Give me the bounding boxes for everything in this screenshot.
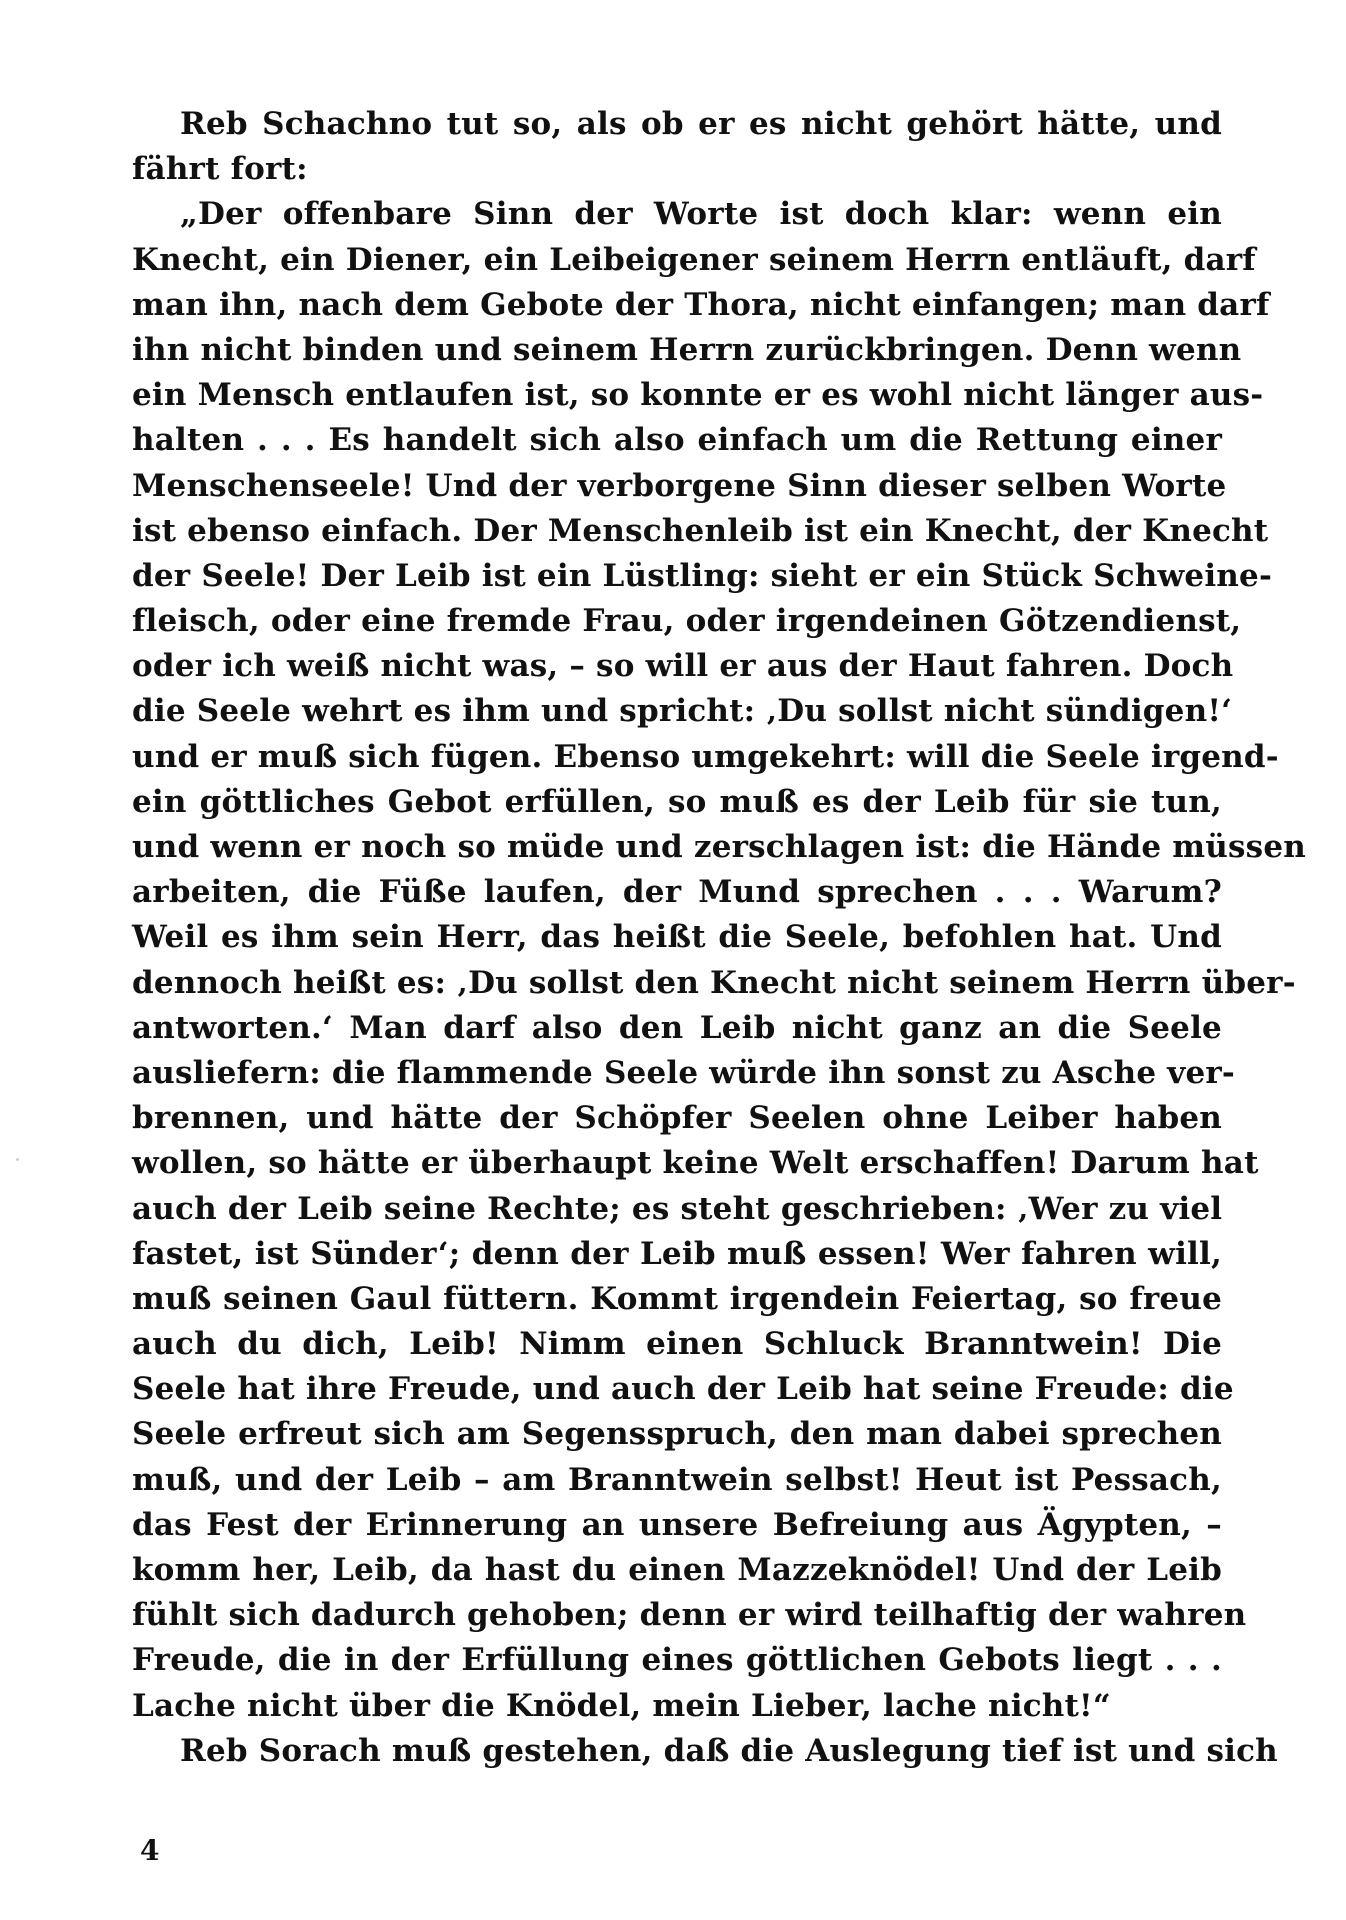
text-line-29: Seele hat ihre Freude, und auch der Leib hat seine Freude: die <box>132 1371 1234 1408</box>
text-line-22: ausliefern: die flammende Seele würde ihn sonst zu Asche ver- <box>132 1054 1235 1091</box>
text-line-2: fährt fort: <box>132 151 308 188</box>
text-line-36: Lache nicht über die Knödel, mein Lieber, lache nicht!“ <box>132 1687 1111 1724</box>
text-line-30: Seele erfreut sich am Segensspruch, den man dabei sprechen <box>132 1416 1222 1453</box>
margin-speck <box>16 1158 19 1161</box>
text-line-32: das Fest der Erinnerung an unsere Befreiung aus Ägypten, – <box>132 1506 1222 1543</box>
text-line-24: wollen, so hätte er überhaupt keine Welt erschaffen! Darum hat <box>132 1145 1259 1182</box>
text-line-5: man ihn, nach dem Gebote der Thora, nicht einfangen; man darf <box>132 286 1270 323</box>
text-line-10: ist ebenso einfach. Der Menschenleib ist ein Knecht, der Knecht <box>132 512 1269 549</box>
text-line-3: „Der offenbare Sinn der Worte ist doch klar: wenn ein <box>180 196 1222 233</box>
text-line-31: muß, und der Leib – am Branntwein selbst! Heut ist Pessach, <box>132 1461 1222 1498</box>
text-line-4: Knecht, ein Diener, ein Leibeigener seinem Herrn entläuft, darf <box>132 241 1256 278</box>
text-line-20: dennoch heißt es: ‚Du sollst den Knecht nicht seinem Herrn über- <box>132 964 1296 1001</box>
text-line-37: Reb Sorach muß gestehen, daß die Auslegung tief ist und sich <box>180 1732 1278 1769</box>
text-line-15: und er muß sich fügen. Ebenso umgekehrt: will die Seele irgend- <box>132 738 1279 775</box>
text-line-34: fühlt sich dadurch gehoben; denn er wird teilhaftig der wahren <box>132 1597 1247 1634</box>
text-line-17: und wenn er noch so müde und zerschlagen ist: die Hände müssen <box>132 829 1306 865</box>
text-line-14: die Seele wehrt es ihm und spricht: ‚Du sollst nicht sündigen!‘ <box>132 693 1233 730</box>
text-line-1: Reb Schachno tut so, als ob er es nicht gehört hätte, und <box>180 106 1222 142</box>
text-line-13: oder ich weiß nicht was, – so will er aus der Haut fahren. Doch <box>132 648 1234 685</box>
text-line-25: auch der Leib seine Rechte; es steht geschrieben: ‚Wer zu viel <box>132 1190 1223 1227</box>
text-line-16: ein göttliches Gebot erfüllen, so muß es der Leib für sie tun, <box>132 783 1222 820</box>
text-line-18: arbeiten, die Füße laufen, der Mund sprechen . . . Warum? <box>132 874 1222 911</box>
text-line-21: antworten.‘ Man darf also den Leib nicht ganz an die Seele <box>132 1009 1222 1046</box>
text-line-23: brennen, und hätte der Schöpfer Seelen ohne Leiber haben <box>132 1100 1222 1137</box>
text-line-7: ein Mensch entlaufen ist, so konnte er es wohl nicht länger aus- <box>132 377 1264 414</box>
text-line-35: Freude, die in der Erfüllung eines göttlichen Gebots liegt . . . <box>132 1642 1222 1679</box>
text-line-8: halten . . . Es handelt sich also einfach um die Rettung einer <box>132 422 1222 459</box>
body-text <box>132 102 1306 1774</box>
text-line-6: ihn nicht binden und seinem Herrn zurückbringen. Denn wenn <box>132 331 1242 368</box>
text-line-33: komm her, Leib, da hast du einen Mazzeknödel! Und der Leib <box>132 1552 1222 1588</box>
text-line-9: Menschenseele! Und der verborgene Sinn dieser selben Worte <box>132 467 1227 504</box>
page-number: 4 <box>140 1834 160 1867</box>
text-line-27: muß seinen Gaul füttern. Kommt irgendein Feiertag, so freue <box>132 1280 1222 1317</box>
text-line-19: Weil es ihm sein Herr, das heißt die Seele, befohlen hat. Und <box>132 919 1222 956</box>
text-line-11: der Seele! Der Leib ist ein Lüstling: sieht er ein Stück Schweine- <box>132 557 1273 594</box>
text-line-26: fastet, ist Sünder‘; denn der Leib muß essen! Wer fahren will, <box>132 1235 1222 1272</box>
text-line-12: fleisch, oder eine fremde Frau, oder irgendeinen Götzendienst, <box>132 603 1242 640</box>
text-line-28: auch du dich, Leib! Nimm einen Schluck Branntwein! Die <box>132 1326 1222 1363</box>
